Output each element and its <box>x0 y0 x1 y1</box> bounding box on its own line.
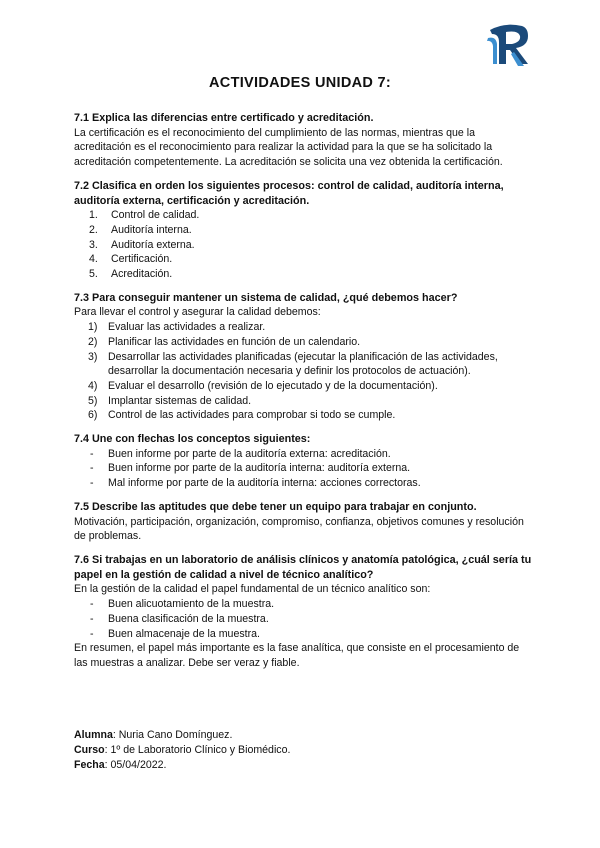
section-intro: Para llevar el control y asegurar la calidad debemos: <box>74 306 321 319</box>
list-item: 4. Certificación. <box>89 253 173 266</box>
list-item: 5. Acreditación. <box>89 268 173 281</box>
section-answer: La certificación es el reconocimiento del cumplimiento de las normas, mientras que la acreditación es el reconocimiento para realizar la actividad para la que se ha solicitado la acreditación competentemente. La acreditación se solicita una vez obtenida la certificación. <box>74 126 503 169</box>
section-heading: 7.6 Si trabajas en un laboratorio de análisis clínicos y anatomía patológica, ¿cuál sería tu papel en la gestión de calidad a nivel de técnico analítico? <box>74 553 532 581</box>
section-7-3 <box>74 291 534 423</box>
section-answer: Motivación, participación, organización, compromiso, confianza, objetivos comunes y resolución de problemas. <box>74 515 524 543</box>
list-item: 5) Implantar sistemas de calidad. <box>88 394 252 407</box>
section-heading: 7.4 Une con flechas los conceptos siguientes: <box>74 433 311 446</box>
list-item: 1. Control de calidad. <box>89 209 200 222</box>
section-summary: En resumen, el papel más importante es la fase analítica, que consiste en el procesamiento de las muestras a analizar. Debe ser veraz y fiable. <box>74 642 520 669</box>
university-crest-icon <box>484 20 534 70</box>
section-heading: 7.1 Explica las diferencias entre certificado y acreditación. <box>74 112 374 124</box>
list-item: - Buen alicuotamiento de la muestra. <box>90 598 275 611</box>
section-7-6 <box>74 553 534 671</box>
section-heading: 7.2 Clasifica en orden los siguientes procesos: control de calidad, auditoría interna, auditoría externa, certificación y acreditación. <box>74 179 504 207</box>
section-intro: En la gestión de la calidad el papel fundamental de un técnico analítico son: <box>74 583 431 596</box>
page-title: ACTIVIDADES UNIDAD 7: <box>209 75 391 91</box>
date-line: Fecha: 05/04/2022. <box>74 759 167 771</box>
ordered-list <box>74 208 534 282</box>
document-body <box>74 111 534 680</box>
section-heading: 7.3 Para conseguir mantener un sistema de calidad, ¿qué debemos hacer? <box>74 291 458 304</box>
section-7-1 <box>74 111 534 170</box>
author-info <box>74 728 290 773</box>
list-item: 3) Desarrollar las actividades planificadas (ejecutar la planificación de las actividades, desarrollar la documentación necesaria y definir los protocolos de actuación). <box>88 350 498 378</box>
list-item: - Buen almacenaje de la muestra. <box>90 627 260 640</box>
list-item: - Buen informe por parte de la auditoría interna: auditoría externa. <box>90 462 411 475</box>
list-item: 6) Control de las actividades para comprobar si todo se cumple. <box>88 409 396 422</box>
section-7-4 <box>74 432 534 491</box>
list-item: 3. Auditoría externa. <box>89 238 195 251</box>
list-item: - Buena clasificación de la muestra. <box>90 612 269 625</box>
list-item: 2) Planificar las actividades en función de un calendario. <box>88 335 361 348</box>
list-item: 4) Evaluar el desarrollo (revisión de lo ejecutado y de la documentación). <box>88 379 438 392</box>
student-line: Alumna: Nuria Cano Domínguez. <box>74 729 233 741</box>
course-line: Curso: 1º de Laboratorio Clínico y Biomédico. <box>74 744 291 756</box>
list-item: 2. Auditoría interna. <box>89 223 192 236</box>
bullet-list <box>74 597 534 641</box>
list-item: 1) Evaluar las actividades a realizar. <box>88 321 266 334</box>
ordered-list <box>74 320 534 423</box>
list-item: - Mal informe por parte de la auditoría interna: acciones correctoras. <box>90 477 421 490</box>
section-heading: 7.5 Describe las aptitudes que debe tener un equipo para trabajar en conjunto. <box>74 500 477 513</box>
list-item: - Buen informe por parte de la auditoría externa: acreditación. <box>90 447 391 460</box>
section-7-2 <box>74 179 534 282</box>
section-7-5 <box>74 500 534 544</box>
bullet-list <box>74 447 534 491</box>
